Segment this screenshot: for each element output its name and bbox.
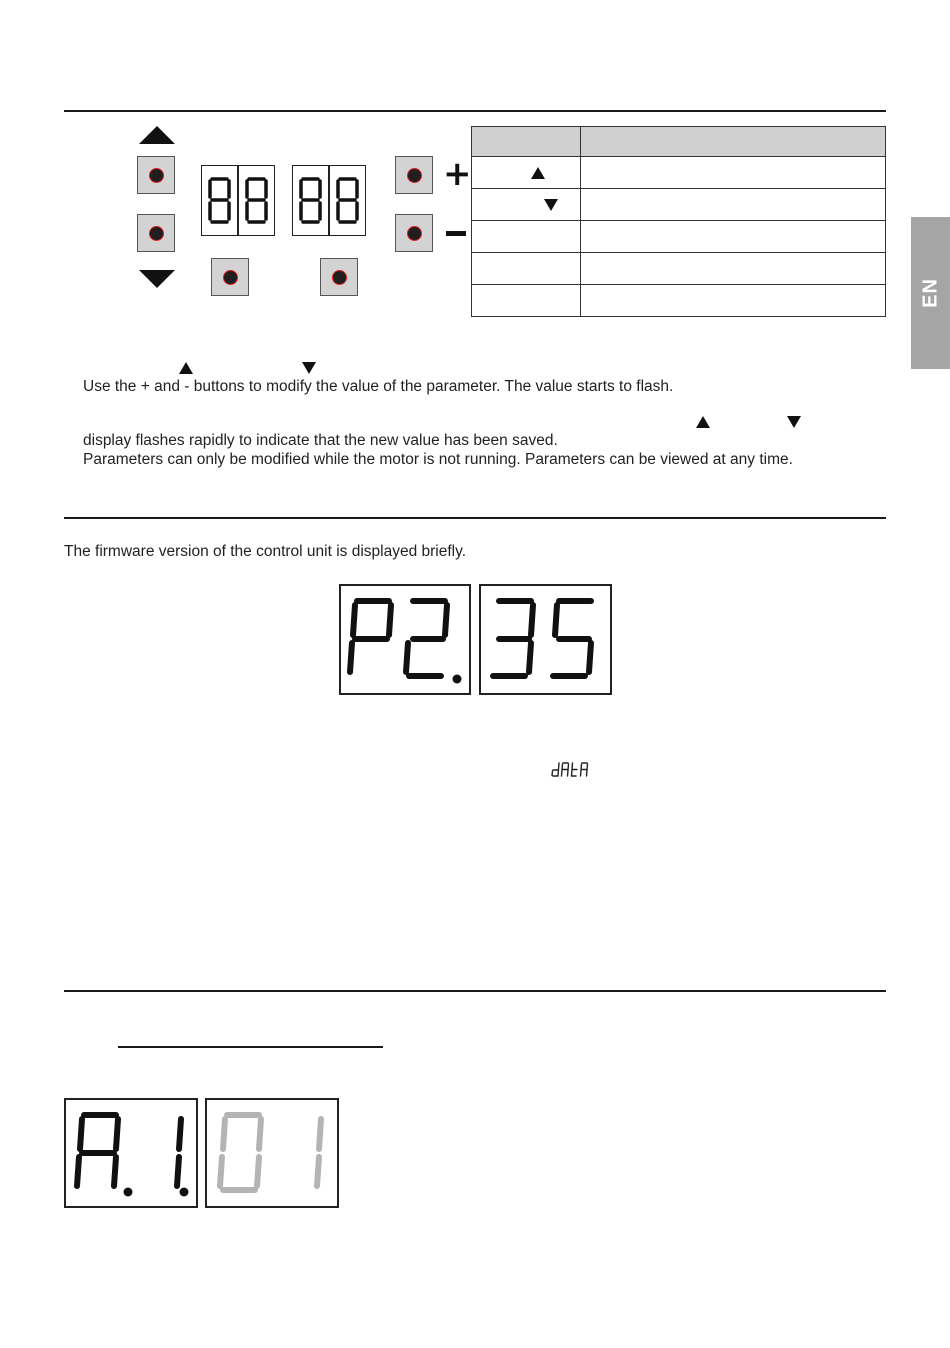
digit-8-segments — [210, 179, 229, 222]
section-divider-bottom — [64, 990, 886, 992]
display-digit-1 — [201, 165, 238, 236]
parameter-display-right-digits — [207, 1100, 337, 1206]
minus-icon — [446, 231, 466, 236]
down-arrow-icon — [544, 199, 558, 211]
data-seven-segment-text — [551, 760, 591, 778]
data-indicator — [551, 760, 591, 778]
down-arrow-icon — [302, 362, 316, 374]
parameter-display-left — [64, 1098, 198, 1208]
right-display-button[interactable] — [320, 258, 358, 296]
up-arrow-icon — [179, 362, 193, 374]
up-arrow-icon — [139, 126, 175, 144]
up-button[interactable] — [137, 156, 175, 194]
table-row — [472, 157, 886, 189]
firmware-display-right — [479, 584, 612, 695]
down-arrow-icon — [787, 416, 801, 428]
up-arrow-icon — [696, 416, 710, 428]
minus-button[interactable] — [395, 214, 433, 252]
heading-underline — [118, 1046, 383, 1048]
up-arrow-icon — [531, 167, 545, 179]
plus-button[interactable] — [395, 156, 433, 194]
section-divider-top — [64, 110, 886, 112]
firmware-display-right-digits — [481, 586, 610, 693]
down-button[interactable] — [137, 214, 175, 252]
instruction-line-3: Parameters can only be modified while the motor is not running. Parameters can be viewed at any time. — [83, 451, 793, 468]
display-digit-4 — [329, 165, 366, 236]
section-divider-firmware — [64, 517, 886, 519]
instruction-line-2: display flashes rapidly to indicate that the new value has been saved. — [83, 432, 558, 449]
language-tab[interactable] — [911, 217, 950, 369]
table-header-row — [472, 127, 886, 157]
firmware-display-left — [339, 584, 471, 695]
firmware-display-left-digits — [341, 586, 469, 693]
firmware-description: The firmware version of the control unit is displayed briefly. — [64, 543, 467, 560]
instruction-line-1: Use the + and - buttons to modify the value of the parameter. The value starts to flash. — [83, 378, 674, 395]
table-row — [472, 253, 886, 285]
display-digit-2 — [238, 165, 275, 236]
left-display-button[interactable] — [211, 258, 249, 296]
table-row — [472, 189, 886, 221]
parameter-display-right — [205, 1098, 339, 1208]
plus-icon: + — [443, 154, 472, 194]
table-row — [472, 221, 886, 253]
table-row — [472, 285, 886, 317]
parameter-table — [471, 126, 886, 317]
parameter-display-left-digits — [66, 1100, 196, 1206]
language-tab-label: EN — [919, 278, 941, 308]
down-arrow-icon — [139, 270, 175, 288]
display-digit-3 — [292, 165, 329, 236]
